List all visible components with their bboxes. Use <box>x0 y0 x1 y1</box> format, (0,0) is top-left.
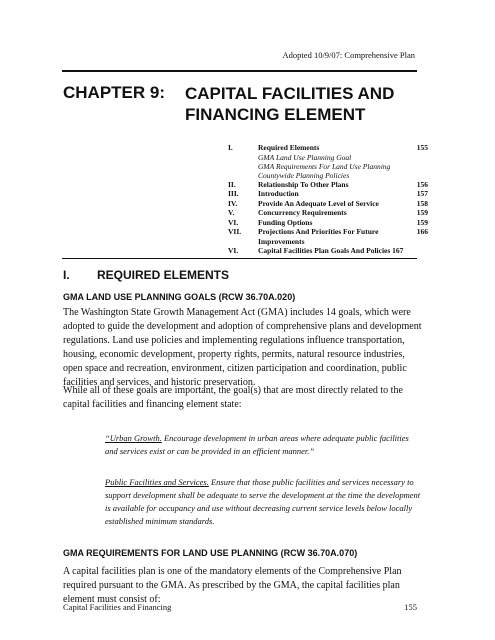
toc-row <box>228 189 428 199</box>
toc-number: IV. <box>228 198 238 208</box>
toc-subitem: GMA Land Use Planning Goal <box>258 152 352 162</box>
section-number: I. <box>63 268 70 282</box>
footer-title: Capital Facilities and Financing <box>63 602 172 612</box>
toc-label: Introduction <box>258 189 299 198</box>
toc-label: Required Elements <box>258 143 320 152</box>
subheading-gma-goals: GMA LAND USE PLANNING GOALS (RCW 36.70A.020) <box>63 292 296 302</box>
toc-page: 166 <box>416 227 428 236</box>
toc-label: Projections And Priorities For Future Improvements <box>258 227 379 246</box>
toc-number: VII. <box>228 227 242 236</box>
toc-label: Provide An Adequate Level of Service <box>258 198 379 208</box>
toc-label: Concurrency Requirements <box>258 208 347 217</box>
paragraph-gma-goals: The Washington State Growth Management Act (GMA) includes 14 goals, which were adopted to guide the development and adoption of comprehensive plans and development regulations. Land use policies and implementing regulations influence transportation, housing, economic development, property rights, permits, natural resource industries, open space and recreation, environment, citizen participation and coordination, public facilities and services, and historic preservation. <box>63 307 422 388</box>
toc-page: 155 <box>416 143 428 152</box>
toc-row <box>228 208 428 218</box>
section-title: REQUIRED ELEMENTS <box>97 268 230 282</box>
quote-urban-growth-lead: “Urban Growth. <box>105 433 162 443</box>
toc-page: 159 <box>416 208 428 217</box>
toc-label: Capital Facilities Plan Goals And Policies 167 <box>258 246 404 255</box>
quote-urban-growth-text: Encourage development in urban areas where adequate public facilities and services exist or can be provided in an efficient manner.” <box>105 433 409 456</box>
header-divider <box>62 70 417 72</box>
chapter-title: CAPITAL FACILITIES AND FINANCING ELEMENT <box>185 84 395 124</box>
toc-number: V. <box>228 208 235 217</box>
section-divider <box>62 258 417 259</box>
toc-page: 156 <box>416 179 428 189</box>
table-of-contents <box>228 143 428 256</box>
footer-page-number: 155 <box>404 602 417 612</box>
section-heading <box>63 268 229 282</box>
toc-label: Relationship To Other Plans <box>258 179 349 189</box>
toc-page: 159 <box>416 217 428 227</box>
toc-number: III. <box>228 189 239 198</box>
toc-number: VI. <box>228 246 239 255</box>
toc-number: II. <box>228 179 236 189</box>
toc-number: VI. <box>228 217 239 227</box>
toc-subitem: GMA Requirements For Land Use Planning <box>258 161 391 171</box>
toc-page: 158 <box>416 198 428 208</box>
toc-row <box>228 180 428 190</box>
toc-row <box>228 227 428 246</box>
toc-label: Funding Options <box>258 217 313 227</box>
toc-row <box>228 143 428 153</box>
toc-subitem: Countywide Planning Policies <box>258 170 350 180</box>
subheading-gma-requirements: GMA REQUIREMENTS FOR LAND USE PLANNING (RCW 36.70A.070) <box>63 548 358 558</box>
toc-page: 157 <box>416 189 428 198</box>
quote-public-facilities <box>105 476 423 528</box>
paragraph-goals-intro: While all of these goals are important, the goal(s) that are most directly related to the capital facilities and financing element state: <box>63 385 403 410</box>
paragraph-gma-requirements: A capital facilities plan is one of the mandatory elements of the Comprehensive Plan required pursuant to the GMA. As prescribed by the GMA, the capital facilities plan element must consist of: <box>63 566 402 605</box>
toc-row <box>228 199 428 209</box>
toc-row <box>228 246 428 256</box>
quote-urban-growth <box>105 432 423 458</box>
toc-row <box>228 218 428 228</box>
chapter-number: CHAPTER 9: <box>63 83 166 102</box>
quote-public-facilities-text: Ensure that those public facilities and services necessary to support development shall be adequate to serve the development at the time the development is available for occupancy and use without decreasing current service levels below locally established minimum standards. <box>105 477 421 526</box>
toc-number: I. <box>228 143 233 152</box>
quote-public-facilities-lead: Public Facilities and Services. <box>105 477 209 487</box>
page-header: Adopted 10/9/07: Comprehensive Plan <box>282 50 415 60</box>
